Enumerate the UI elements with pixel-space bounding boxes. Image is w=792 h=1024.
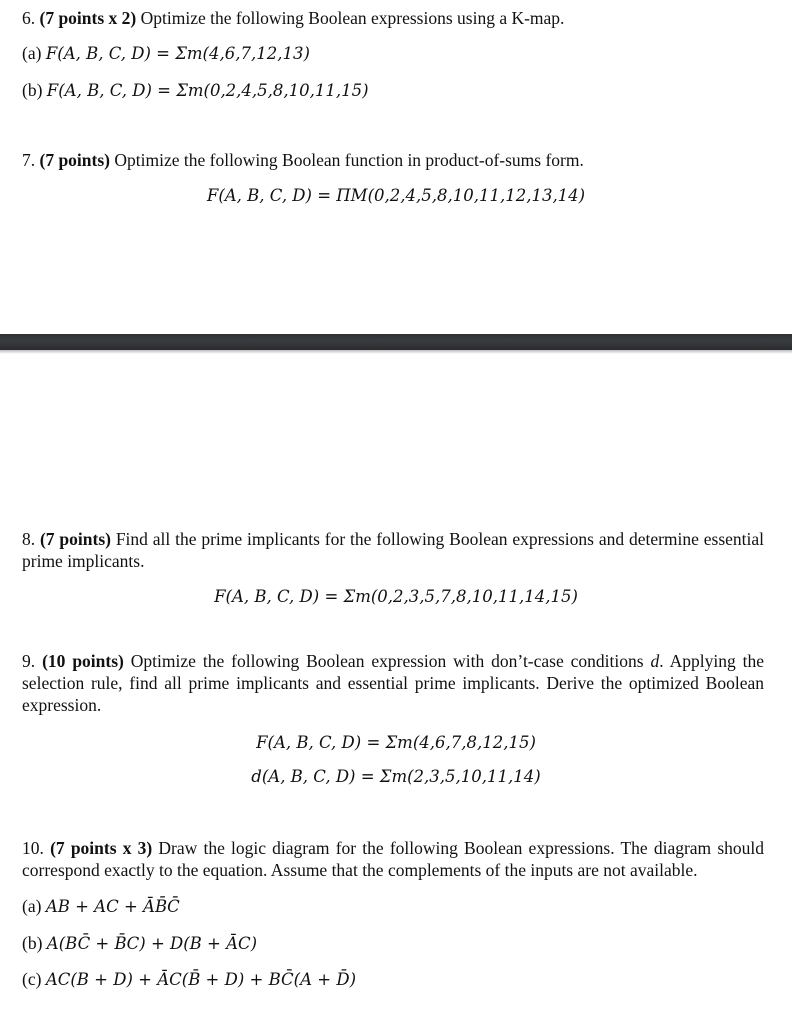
q6-part-b-expr: F(A, B, C, D) = Σm(0,2,4,5,8,10,11,15)	[46, 81, 369, 100]
q8-prompt: Find all the prime implicants for the following Boolean expressions and determine essential prime implicants.	[22, 529, 765, 571]
page-divider	[0, 334, 792, 350]
q6-prompt: Optimize the following Boolean expressions using a K-map.	[140, 8, 565, 28]
page-divider-shadow	[0, 350, 792, 354]
q8-expression: F(A, B, C, D) = Σm(0,2,3,5,7,8,10,11,14,15)	[214, 587, 578, 606]
q8-heading	[22, 528, 764, 572]
q9-number: 9.	[22, 651, 36, 671]
q10-part-c-expr: AC(B + D) + ĀC(B̄ + D) + BC̄(A + D̄)	[45, 970, 357, 989]
q10-part-b-expr: A(BC̄ + B̄C) + D(B + ĀC)	[46, 934, 258, 953]
q10-prompt: Draw the logic diagram for the following Boolean expressions. The diagram should correspond exactly to the equation. Assume that the complements of the inputs are not available.	[22, 838, 765, 880]
q9-expression-d: d(A, B, C, D) = Σm(2,3,5,10,11,14)	[251, 767, 541, 786]
q9-expression-f: F(A, B, C, D) = Σm(4,6,7,8,12,15)	[256, 733, 536, 752]
q10-part-c-label: (c)	[22, 969, 42, 989]
q10-points: (7 points x 3)	[50, 838, 153, 858]
q10-part-a-label: (a)	[22, 896, 42, 916]
q8-number: 8.	[22, 529, 36, 549]
q6-part-b	[22, 79, 369, 102]
q9-prompt-post: . Applying the selection rule, find all prime implicants and essential prime implicants. Derive the optimized Boolean expression.	[22, 651, 765, 715]
q10-part-a	[22, 895, 180, 918]
q6-part-b-label: (b)	[22, 80, 43, 100]
q7-points: (7 points)	[39, 150, 110, 170]
q10-heading	[22, 837, 764, 881]
q10-part-b-label: (b)	[22, 933, 43, 953]
q10-part-c	[22, 968, 356, 991]
q9-prompt-var: d	[650, 651, 660, 671]
q6-part-a-expr: F(A, B, C, D) = Σm(4,6,7,12,13)	[45, 44, 310, 63]
q10-number: 10.	[22, 838, 44, 858]
q10-part-a-expr: AB + AC + ĀB̄C̄	[45, 897, 180, 916]
q7-number: 7.	[22, 150, 36, 170]
q6-heading	[22, 7, 564, 29]
q7-expression: F(A, B, C, D) = ΠM(0,2,4,5,8,10,11,12,13,14)	[206, 186, 586, 205]
q9-heading	[22, 650, 764, 716]
q9-prompt-pre: Optimize the following Boolean expression with don’t-case conditions	[130, 651, 644, 671]
q9-points: (10 points)	[42, 651, 124, 671]
q10-part-b	[22, 932, 257, 955]
q6-points: (7 points x 2)	[39, 8, 137, 28]
q6-part-a	[22, 42, 310, 65]
q7-prompt: Optimize the following Boolean function in product-of-sums form.	[114, 150, 584, 170]
q6-number: 6.	[22, 8, 36, 28]
q7-heading	[22, 149, 584, 171]
q6-part-a-label: (a)	[22, 43, 42, 63]
q8-points: (7 points)	[39, 529, 111, 549]
